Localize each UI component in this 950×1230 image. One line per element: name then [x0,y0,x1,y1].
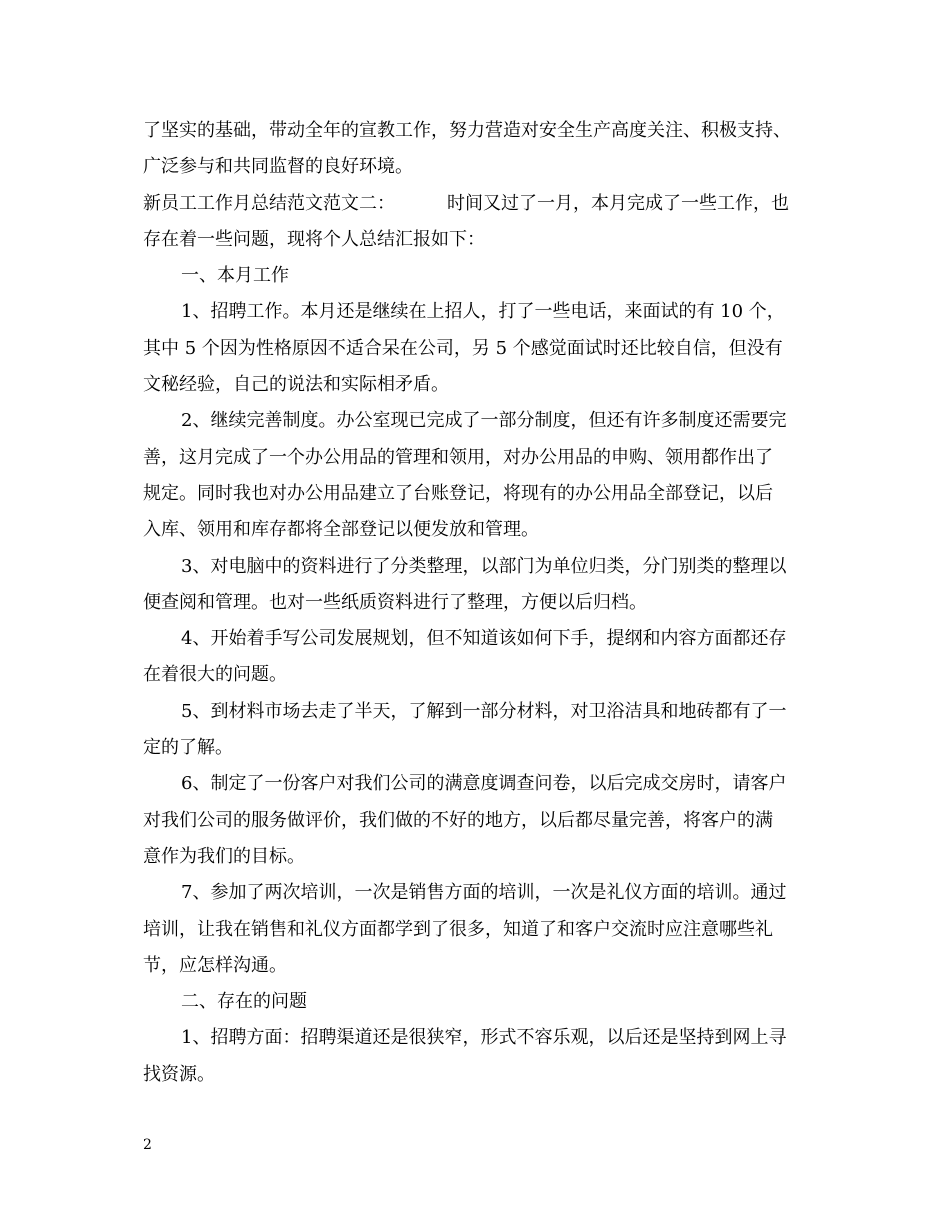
document-body [143,113,813,1093]
text-line: 节，应怎样沟通。 [143,954,287,976]
text-line: 了坚实的基础，带动全年的宣教工作，努力营造对安全生产高度关注、积极支持、 [143,120,791,141]
text-line: 1、招聘工作。本月还是继续在上招人，打了一些电话，来面试的有 10 个， [181,301,785,323]
text-line: 找资源。 [143,1063,215,1085]
section-heading: 新员工工作月总结范文范文二： [143,192,395,214]
text-line: 2、继续完善制度。办公室现已完成了一部分制度，但还有许多制度还需要完 [181,410,787,432]
text-line: 3、对电脑中的资料进行了分类整理，以部门为单位归类，分门别类的整理以 [181,555,787,577]
text-line: 培训，让我在销售和礼仪方面都学到了很多，知道了和客户交流时应注意哪些礼 [143,918,773,940]
text-line: 存在着一些问题，现将个人总结汇报如下： [143,228,485,250]
text-line: 定的了解。 [143,737,233,759]
text-line: 文秘经验，自己的说法和实际相矛盾。 [143,374,449,396]
text-line: 其中 5 个因为性格原因不适合呆在公司，另 5 个感觉面试时还比较自信，但没有 [143,337,783,359]
text-line: 规定。同时我也对办公用品建立了台账登记，将现有的办公用品全部登记，以后 [143,482,773,504]
text-line: 在着很大的问题。 [143,664,287,686]
text-line [143,186,813,222]
text-line: 便查阅和管理。也对一些纸质资料进行了整理，方便以后归档。 [143,591,647,613]
subsection-heading: 二、存在的问题 [181,991,307,1013]
page-number: 2 [143,1137,152,1153]
text-line: 5、到材料市场去走了半天，了解到一部分材料，对卫浴洁具和地砖都有了一 [181,700,787,722]
text-line: 广泛参与和共同监督的良好环境。 [143,156,413,178]
text-line: 6、制定了一份客户对我们公司的满意度调查问卷，以后完成交房时，请客户 [181,773,787,795]
subsection-heading: 一、本月工作 [181,265,289,287]
text-line: 7、参加了两次培训，一次是销售方面的培训，一次是礼仪方面的培训。通过 [181,882,787,904]
text-line: 入库、领用和库存都将全部登记以便发放和管理。 [143,519,539,541]
text-line: 善，这月完成了一个办公用品的管理和领用，对办公用品的申购、领用都作出了 [143,446,773,468]
text-line: 意作为我们的目标。 [143,845,305,867]
text-span: 时间又过了一月，本月完成了一些工作，也 [447,192,789,214]
text-line: 1、招聘方面：招聘渠道还是很狭窄，形式不容乐观，以后还是坚持到网上寻 [181,1027,787,1049]
text-line: 对我们公司的服务做评价，我们做的不好的地方，以后都尽量完善，将客户的满 [143,809,773,831]
text-line: 4、开始着手写公司发展规划，但不知道该如何下手，提纲和内容方面都还存 [181,628,787,650]
